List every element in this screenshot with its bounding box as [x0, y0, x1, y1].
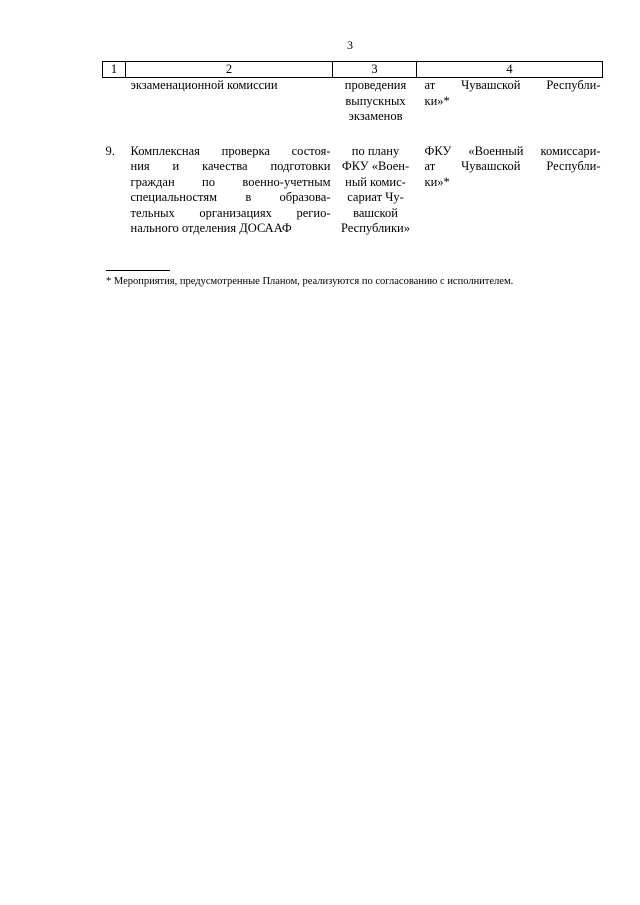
- page-number: 3: [347, 38, 353, 52]
- term-line: экзаменов: [348, 109, 403, 123]
- row-term: [333, 144, 417, 237]
- row-number: 9.: [105, 143, 115, 158]
- executor-line: ат Чувашской Республи-: [424, 159, 601, 173]
- description-line: ния и качества подготовки: [130, 159, 331, 173]
- header-col-3: 3: [333, 62, 417, 78]
- description-line: тельных организациях регио-: [130, 205, 331, 220]
- executor-line: ат Чувашской Республи-: [424, 78, 601, 92]
- table-row-continuation: [103, 78, 603, 125]
- table-row-item-9: [103, 144, 603, 237]
- description-line: граждан по военно-учетным: [130, 174, 331, 189]
- row-spacer: [103, 125, 603, 144]
- term-line: сариат Чу-: [347, 190, 404, 204]
- table-header-row: [103, 62, 603, 78]
- description-line: Комплексная проверка состоя-: [130, 143, 331, 158]
- plan-table: [102, 61, 603, 237]
- executor-line: ки»*: [424, 174, 450, 189]
- term-line: Республики»: [341, 221, 410, 235]
- term-line: по плану: [351, 143, 400, 158]
- executor-line: ки»*: [424, 93, 450, 108]
- executor-line: ФКУ «Военный комиссари-: [424, 143, 601, 158]
- term-line: вашской: [353, 205, 398, 220]
- row-term: [333, 78, 417, 125]
- description-line: нального отделения ДОСААФ: [130, 221, 292, 235]
- header-col-1: 1: [103, 62, 126, 78]
- row-executor: [417, 144, 603, 237]
- header-col-2: 2: [126, 62, 333, 78]
- term-line: выпускных: [345, 93, 406, 108]
- description-line: экзаменационной комиссии: [130, 78, 278, 92]
- footnote-divider: [106, 270, 170, 271]
- term-line: ФКУ «Воен-: [341, 159, 410, 173]
- description-line: специальностям в образова-: [130, 190, 331, 204]
- row-description: [126, 144, 333, 237]
- term-line: ный комис-: [345, 174, 406, 189]
- row-description: [126, 78, 333, 125]
- footnote: * Мероприятия, предусмотренные Планом, реализуются по согласованию с исполнителем.: [106, 276, 514, 287]
- header-col-4: 4: [417, 62, 603, 78]
- row-number: [103, 78, 126, 125]
- term-line: проведения: [344, 78, 407, 92]
- row-executor: [417, 78, 603, 125]
